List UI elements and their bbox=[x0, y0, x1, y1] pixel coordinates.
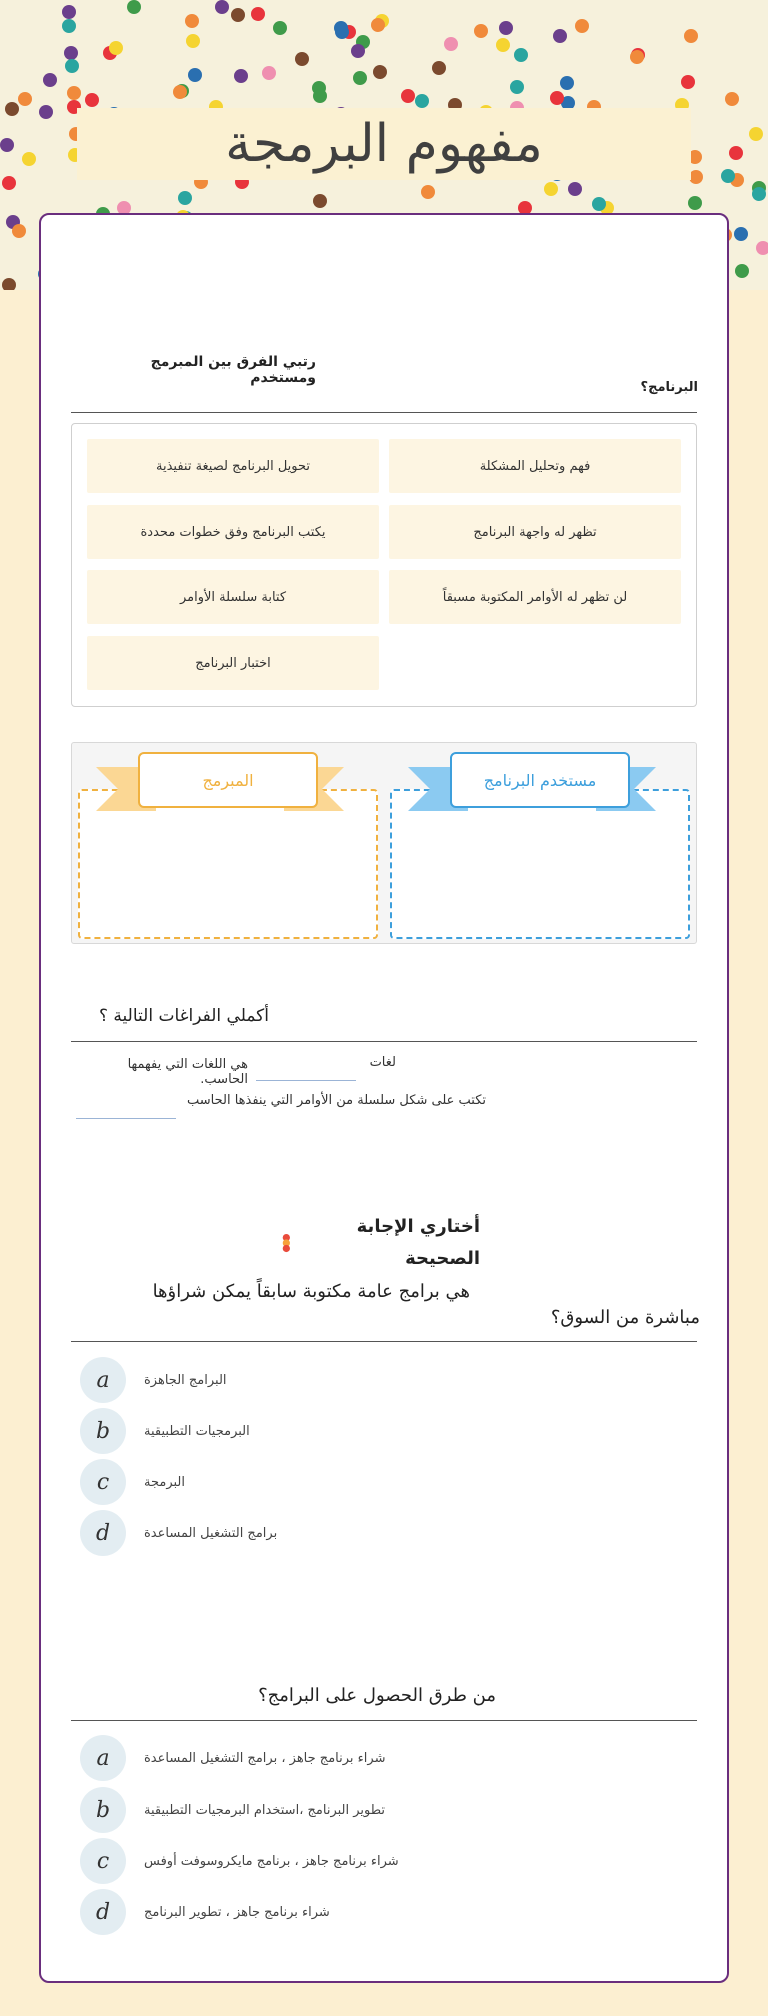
polka-dot bbox=[262, 66, 276, 80]
option-letter-badge: c bbox=[80, 1838, 126, 1884]
sort-chip[interactable]: يكتب البرنامج وفق خطوات محددة bbox=[87, 505, 379, 559]
polka-dot bbox=[18, 92, 32, 106]
polka-dot bbox=[752, 187, 766, 201]
polka-dot bbox=[12, 224, 26, 238]
option-letter-badge: b bbox=[80, 1408, 126, 1454]
polka-dot bbox=[353, 71, 367, 85]
polka-dot bbox=[421, 185, 435, 199]
polka-dot bbox=[351, 44, 365, 58]
option-letter-badge: a bbox=[80, 1735, 126, 1781]
polka-dot bbox=[499, 21, 513, 35]
polka-dot bbox=[67, 86, 81, 100]
mcq1-option-a[interactable] bbox=[80, 1356, 480, 1404]
option-letter-badge: d bbox=[80, 1889, 126, 1935]
polka-dot bbox=[544, 182, 558, 196]
polka-dot bbox=[215, 0, 229, 14]
sort-chip[interactable]: اختبار البرنامج bbox=[87, 636, 379, 690]
polka-dot bbox=[2, 176, 16, 190]
polka-dot bbox=[186, 34, 200, 48]
mcq1-option-c[interactable] bbox=[80, 1458, 480, 1506]
polka-dot bbox=[734, 227, 748, 241]
polka-dot bbox=[689, 170, 703, 184]
polka-dot bbox=[721, 169, 735, 183]
mcq1-option-b[interactable] bbox=[80, 1407, 480, 1455]
trophy-icon bbox=[280, 1232, 293, 1254]
mcq2-question: من طرق الحصول على البرامج؟ bbox=[258, 1685, 496, 1706]
polka-dot bbox=[231, 8, 245, 22]
mcq1-heading bbox=[280, 1211, 480, 1275]
polka-dot bbox=[474, 24, 488, 38]
polka-dot bbox=[432, 61, 446, 75]
divider bbox=[71, 1041, 697, 1042]
fill-blank-1[interactable] bbox=[256, 1080, 356, 1081]
polka-dot bbox=[295, 52, 309, 66]
polka-dot bbox=[444, 37, 458, 51]
polka-dot bbox=[0, 138, 14, 152]
page-title: مفهوم البرمجة bbox=[225, 114, 543, 174]
option-text: البرامج الجاهزة bbox=[144, 1372, 227, 1388]
polka-dot bbox=[592, 197, 606, 211]
polka-dot bbox=[560, 76, 574, 90]
option-letter-badge: b bbox=[80, 1787, 126, 1833]
polka-dot bbox=[2, 278, 16, 290]
sort-question-title-line2: البرنامج؟ bbox=[640, 380, 698, 395]
option-text: البرمجة bbox=[144, 1474, 185, 1490]
divider bbox=[71, 1720, 697, 1721]
polka-dot bbox=[85, 93, 99, 107]
polka-dot bbox=[630, 50, 644, 64]
option-letter-badge: d bbox=[80, 1510, 126, 1556]
polka-dot bbox=[127, 0, 141, 14]
sort-chip[interactable]: لن تظهر له الأوامر المكتوبة مسبقاً bbox=[389, 570, 681, 624]
polka-dot bbox=[178, 191, 192, 205]
polka-dot bbox=[313, 89, 327, 103]
category-area bbox=[71, 742, 697, 944]
polka-dot bbox=[185, 14, 199, 28]
category-label-user: مستخدم البرنامج bbox=[450, 752, 630, 808]
polka-dot bbox=[109, 41, 123, 55]
polka-dot bbox=[39, 105, 53, 119]
sort-chip[interactable]: تظهر له واجهة البرنامج bbox=[389, 505, 681, 559]
polka-dot bbox=[735, 264, 749, 278]
mcq1-question-line1: هي برامج عامة مكتوبة سابقاً يمكن شراؤها bbox=[152, 1281, 470, 1302]
polka-dot bbox=[5, 102, 19, 116]
option-text: برامج التشغيل المساعدة bbox=[144, 1525, 278, 1541]
sort-chip[interactable]: فهم وتحليل المشكلة bbox=[389, 439, 681, 493]
polka-dot bbox=[373, 65, 387, 79]
mcq2-option-d[interactable] bbox=[80, 1888, 580, 1936]
mcq2-option-c[interactable] bbox=[80, 1837, 580, 1885]
polka-dot bbox=[62, 19, 76, 33]
fill-line2: تكتب على شكل سلسلة من الأوامر التي ينفذها الحاسب bbox=[186, 1093, 486, 1108]
polka-dot bbox=[568, 182, 582, 196]
polka-dot bbox=[401, 89, 415, 103]
sort-chip[interactable]: كتابة سلسلة الأوامر bbox=[87, 570, 379, 624]
polka-dot bbox=[510, 80, 524, 94]
polka-dot bbox=[553, 29, 567, 43]
mcq2-option-a[interactable] bbox=[80, 1734, 580, 1782]
polka-dot bbox=[575, 19, 589, 33]
option-text: شراء برنامج جاهز ، تطوير البرنامج bbox=[144, 1904, 330, 1920]
polka-dot bbox=[65, 59, 79, 73]
fill-line1-end: هي اللغات التي يفهمها الحاسب. bbox=[127, 1057, 248, 1087]
option-letter-badge: c bbox=[80, 1459, 126, 1505]
option-text: شراء برنامج جاهز ، برنامج مايكروسوفت أوفس bbox=[144, 1853, 399, 1869]
fill-line1-start: لغات bbox=[369, 1055, 396, 1070]
polka-dot bbox=[173, 85, 187, 99]
polka-dot bbox=[334, 21, 348, 35]
fill-blank-2[interactable] bbox=[76, 1118, 176, 1119]
polka-dot bbox=[725, 92, 739, 106]
polka-dot bbox=[756, 241, 768, 255]
polka-dot bbox=[273, 21, 287, 35]
polka-dot bbox=[234, 69, 248, 83]
category-label-programmer: المبرمج bbox=[138, 752, 318, 808]
polka-dot bbox=[22, 152, 36, 166]
polka-dot bbox=[681, 75, 695, 89]
mcq2-option-b[interactable] bbox=[80, 1786, 580, 1834]
polka-dot bbox=[550, 91, 564, 105]
option-letter-badge: a bbox=[80, 1357, 126, 1403]
divider bbox=[71, 412, 697, 413]
polka-dot bbox=[688, 196, 702, 210]
option-text: البرمجيات التطبيقية bbox=[144, 1423, 250, 1439]
polka-dot bbox=[371, 18, 385, 32]
polka-dot bbox=[43, 73, 57, 87]
polka-dot bbox=[729, 146, 743, 160]
polka-dot bbox=[684, 29, 698, 43]
polka-dot bbox=[64, 46, 78, 60]
polka-dot bbox=[415, 94, 429, 108]
polka-dot bbox=[514, 48, 528, 62]
polka-dot bbox=[313, 194, 327, 208]
option-text: تطوير البرنامج ،استخدام البرمجيات التطبيقية bbox=[144, 1802, 386, 1818]
mcq1-option-d[interactable] bbox=[80, 1509, 480, 1557]
polka-dot bbox=[496, 38, 510, 52]
fill-question-title: أكملي الفراغات التالية ؟ bbox=[99, 1006, 269, 1026]
polka-dot bbox=[749, 127, 763, 141]
sort-question-title-line1: رتبي الفرق بين المبرمج ومستخدم bbox=[150, 354, 316, 386]
polka-dot bbox=[188, 68, 202, 82]
mcq1-heading-text: أختاري الإجابة الصحيحة bbox=[356, 1216, 480, 1269]
polka-dot bbox=[62, 5, 76, 19]
title-banner bbox=[77, 108, 691, 180]
sort-chip[interactable]: تحويل البرنامج لصيغة تنفيذية bbox=[87, 439, 379, 493]
option-text: شراء برنامج جاهز ، برامج التشغيل المساعدة bbox=[144, 1750, 386, 1766]
polka-dot bbox=[251, 7, 265, 21]
divider bbox=[71, 1341, 697, 1342]
mcq1-question-line2: مباشرة من السوق؟ bbox=[550, 1307, 700, 1328]
